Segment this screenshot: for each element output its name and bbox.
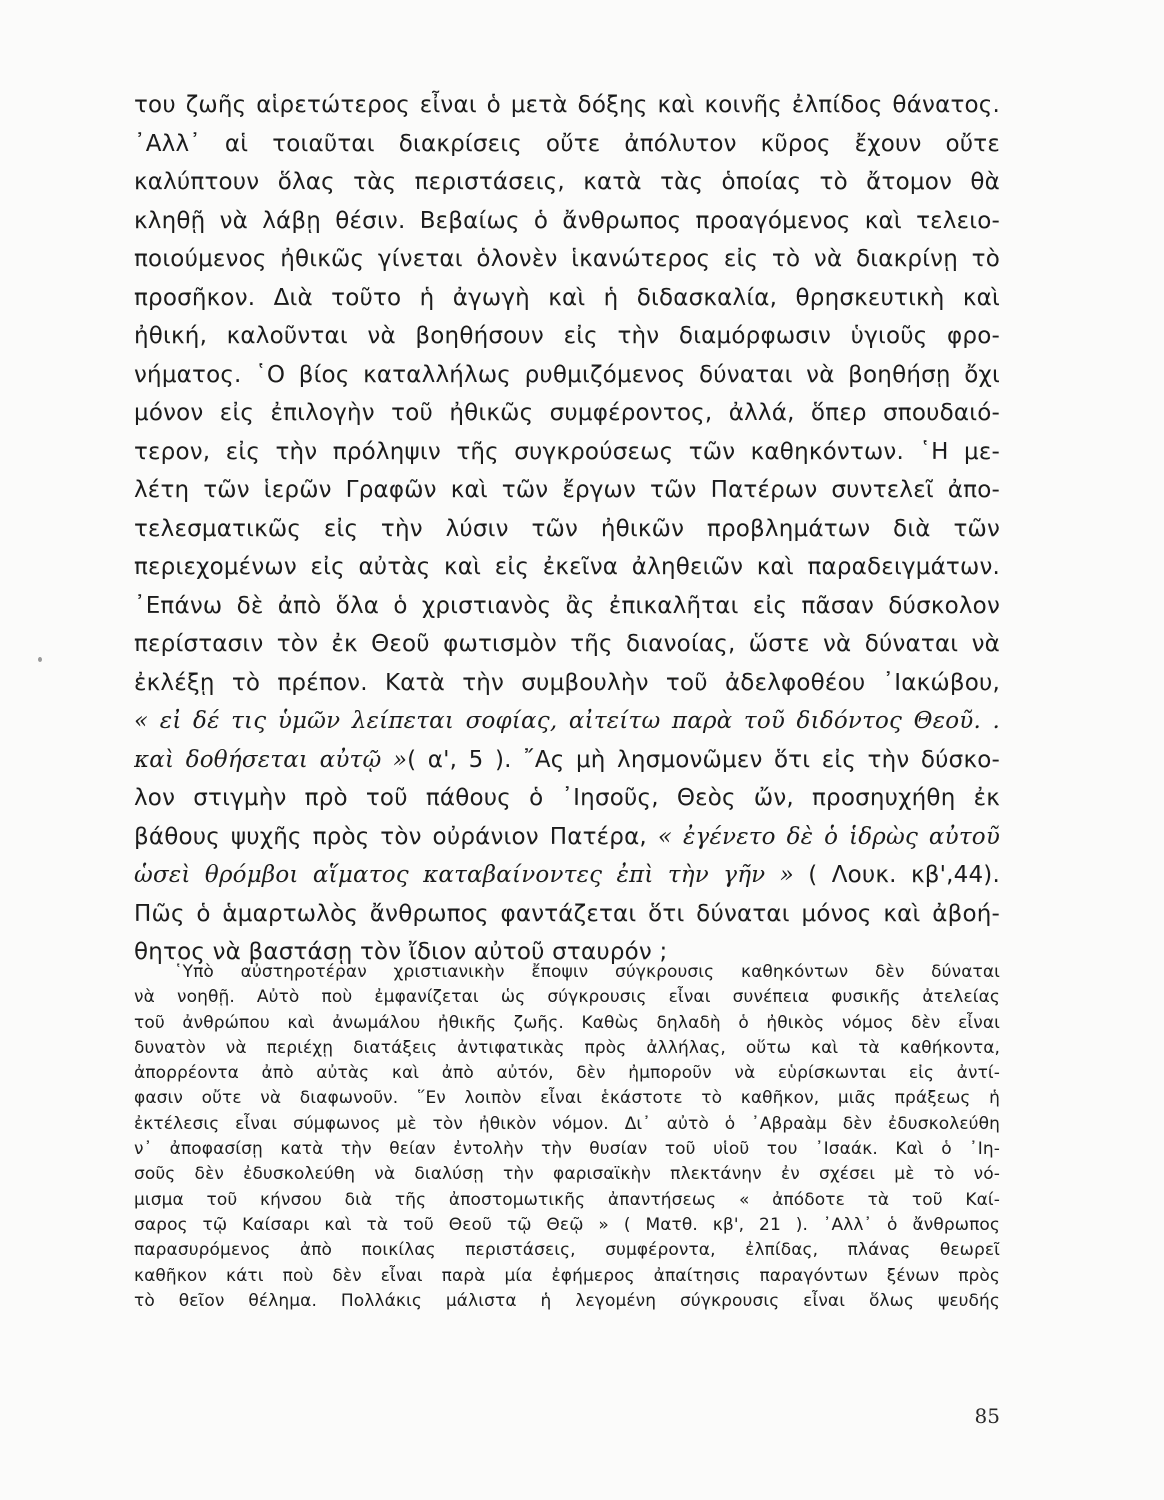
footnote-line: σαρος τῷ Καίσαρι καὶ τὰ τοῦ Θεοῦ τῷ Θεῷ » ( Ματθ. κβ', 21 ). ᾿Αλλ᾿ ὁ ἄνθρωπος [134,1214,1000,1235]
footnote-block [134,960,1000,1314]
footnote-line: δυνατὸν νὰ περιέχῃ διατάξεις ἀντιφατικὰς πρὸς ἀλλήλας, οὕτω καὶ τὰ καθήκοντα, [134,1037,1000,1058]
page-number: 85 [974,1404,1000,1428]
scripture-quote-luke-end: ὡσεὶ θρόμβοι αἵματος καταβαίνοντες ἐπὶ τὴν γῆν » [134,862,794,888]
citation-text: ( Λουκ. κβ',44). [793,862,1000,888]
main-text-line [134,741,1000,780]
main-text-line: λέτη τῶν ἱερῶν Γραφῶν καὶ τῶν ἔργων τῶν Πατέρων συντελεῖ ἀπο- [134,477,1000,503]
footnote-line: καθῆκον κάτι ποὺ δὲν εἶναι παρὰ μία ἐφήμερος ἀπαίτησις παραγόντων ξένων πρὸς [134,1265,1000,1286]
main-text-line: τερον, εἰς τὴν πρόληψιν τῆς συγκρούσεως τῶν καθηκόντων. ῾Η με- [134,438,1000,465]
main-text-line: τελεσματικῶς εἰς τὴν λύσιν τῶν ἠθικῶν προβλημάτων διὰ τῶν [134,515,1000,542]
footnote-line: φασιν οὔτε νὰ διαφωνοῦν. ῞Εν λοιπὸν εἶναι ἑκάστοτε τὸ καθῆκον, μιᾶς πράξεως ἡ [134,1088,1000,1109]
paper-speck [38,657,42,662]
main-text-line: Πῶς ὁ ἁμαρτωλὸς ἄνθρωπος φαντάζεται ὅτι δύναται μόνος καὶ ἀβοή- [134,900,1000,927]
footnote-line: σοῦς δὲν ἐδυσκολεύθη νὰ διαλύσῃ τὴν φαρισαϊκὴν πλεκτάνην ἐν σχέσει μὲ τὸ νό- [134,1164,1000,1185]
main-text-line [134,702,1000,741]
footnote-line: νὰ νοηθῇ. Αὐτὸ ποὺ ἐμφανίζεται ὡς σύγκρουσις εἶναι συνέπεια φυσικῆς ἀτελείας [134,987,1000,1008]
footnote-line: παρασυρόμενος ἀπὸ ποικίλας περιστάσεις, συμφέροντα, ἐλπίδας, πλάνας θεωρεῖ [134,1240,1000,1261]
footnote-line: ν᾿ ἀποφασίσῃ κατὰ τὴν θείαν ἐντολὴν τὴν θυσίαν τοῦ υἱοῦ του ᾿Ισαάκ. Καὶ ὁ ᾿Ιη- [134,1139,1000,1160]
scripture-quote-james: « εἰ δέ τις ὑμῶν λείπεται σοφίας, αἰτείτω παρὰ τοῦ διδόντος Θεοῦ. . [134,708,1000,734]
main-text-line: περίστασιν τὸν ἐκ Θεοῦ φωτισμὸν τῆς διανοίας, ὥστε νὰ δύναται νὰ [134,631,1000,657]
main-text-line: κληθῇ νὰ λάβῃ θέσιν. Βεβαίως ὁ ἄνθρωπος προαγόμενος καὶ τελειο- [134,207,1000,234]
main-text-line: του ζωῆς αἱρετώτερος εἶναι ὁ μετὰ δόξης καὶ κοινῆς ἐλπίδος θάνατος. [134,92,1000,118]
main-text-line: ᾿Επάνω δὲ ἀπὸ ὅλα ὁ χριστιανὸς ἂς ἐπικαλῆται εἰς πᾶσαν δύσκολον [134,592,1000,619]
main-text-fragment: βάθους ψυχῆς πρὸς τὸν οὐράνιον Πατέρα, [134,823,647,850]
footnote-line: ῾Υπὸ αὐστηροτέραν χριστιανικὴν ἔποψιν σύγκρουσις καθηκόντων δὲν δύναται [174,962,1000,982]
main-text-line: νήματος. ῾Ο βίος καταλλήλως ρυθμιζόμενος δύναται νὰ βοηθήσῃ ὄχι [134,361,1000,388]
main-text-line: προσῆκον. Διὰ τοῦτο ἡ ἀγωγὴ καὶ ἡ διδασκαλία, θρησκευτικὴ καὶ [134,284,1000,311]
main-text-line: ᾿Αλλ᾿ αἱ τοιαῦται διακρίσεις οὔτε ἀπόλυτον κῦρος ἔχουν οὔτε [134,130,1000,157]
scripture-quote-luke: « ἐγένετο δὲ ὁ ἱδρὼς αὐτοῦ [657,823,1000,850]
main-text-line [134,818,1000,857]
footnote-line: μισμα τοῦ κήνσου διὰ τῆς ἀποστομωτικῆς ἀπαντήσεως « ἀπόδοτε τὰ τοῦ Καί- [134,1189,1000,1210]
main-text-line: μόνον εἰς ἐπιλογὴν τοῦ ἠθικῶς συμφέροντος, ἀλλά, ὅπερ σπουδαιό- [134,400,1000,426]
main-text-block [134,86,1000,972]
main-text-line: θητος νὰ βαστάσῃ τὸν ἴδιον αὐτοῦ σταυρόν ; [134,939,668,965]
main-text-line: λον στιγμὴν πρὸ τοῦ πάθους ὁ ᾿Ιησοῦς, Θεὸς ὤν, προσηυχήθη ἐκ [134,785,1000,811]
main-text-line: ἐκλέξῃ τὸ πρέπον. Κατὰ τὴν συμβουλὴν τοῦ ἀδελφοθέου ᾿Ιακώβου, [134,669,1000,696]
citation-text: ( α', 5 ). ῎Ας μὴ λησμονῶμεν ὅτι εἰς τὴν δύσκο- [407,746,1000,773]
footnote-line: τοῦ ἀνθρώπου καὶ ἀνωμάλου ἠθικῆς ζωῆς. Καθὼς δηλαδὴ ὁ ἠθικὸς νόμος δὲν εἶναι [134,1012,1000,1033]
footnote-line: ἐκτέλεσις εἶναι σύμφωνος μὲ τὸν ἠθικὸν νόμον. Δι᾿ αὐτὸ ὁ ᾿Αβραὰμ δὲν ἐδυσκολεύθη [134,1113,1000,1134]
footnote-line: ἀπορρέοντα ἀπὸ αὐτὰς καὶ ἀπὸ αὐτόν, δὲν ἠμποροῦν νὰ εὑρίσκωνται εἰς ἀντί- [134,1063,1000,1084]
footnote-line: τὸ θεῖον θέλημα. Πολλάκις μάλιστα ἡ λεγομένη σύγκρουσις εἶναι ὅλως ψευδής [134,1290,1000,1311]
scripture-quote-james-end: καὶ δοθήσεται αὐτῷ » [134,746,408,773]
main-text-line: ποιούμενος ἠθικῶς γίνεται ὁλονὲν ἱκανώτερος εἰς τὸ νὰ διακρίνῃ τὸ [134,246,1000,272]
main-text-line: ἠθική, καλοῦνται νὰ βοηθήσουν εἰς τὴν διαμόρφωσιν ὑγιοῦς φρο- [134,323,1000,349]
main-text-line [134,856,1000,895]
main-text-line: περιεχομένων εἰς αὐτὰς καὶ εἰς ἐκεῖνα ἀληθειῶν καὶ παραδειγμάτων. [134,554,1000,580]
main-text-line: καλύπτουν ὅλας τὰς περιστάσεις, κατὰ τὰς ὁποίας τὸ ἄτομον θὰ [134,169,1000,195]
